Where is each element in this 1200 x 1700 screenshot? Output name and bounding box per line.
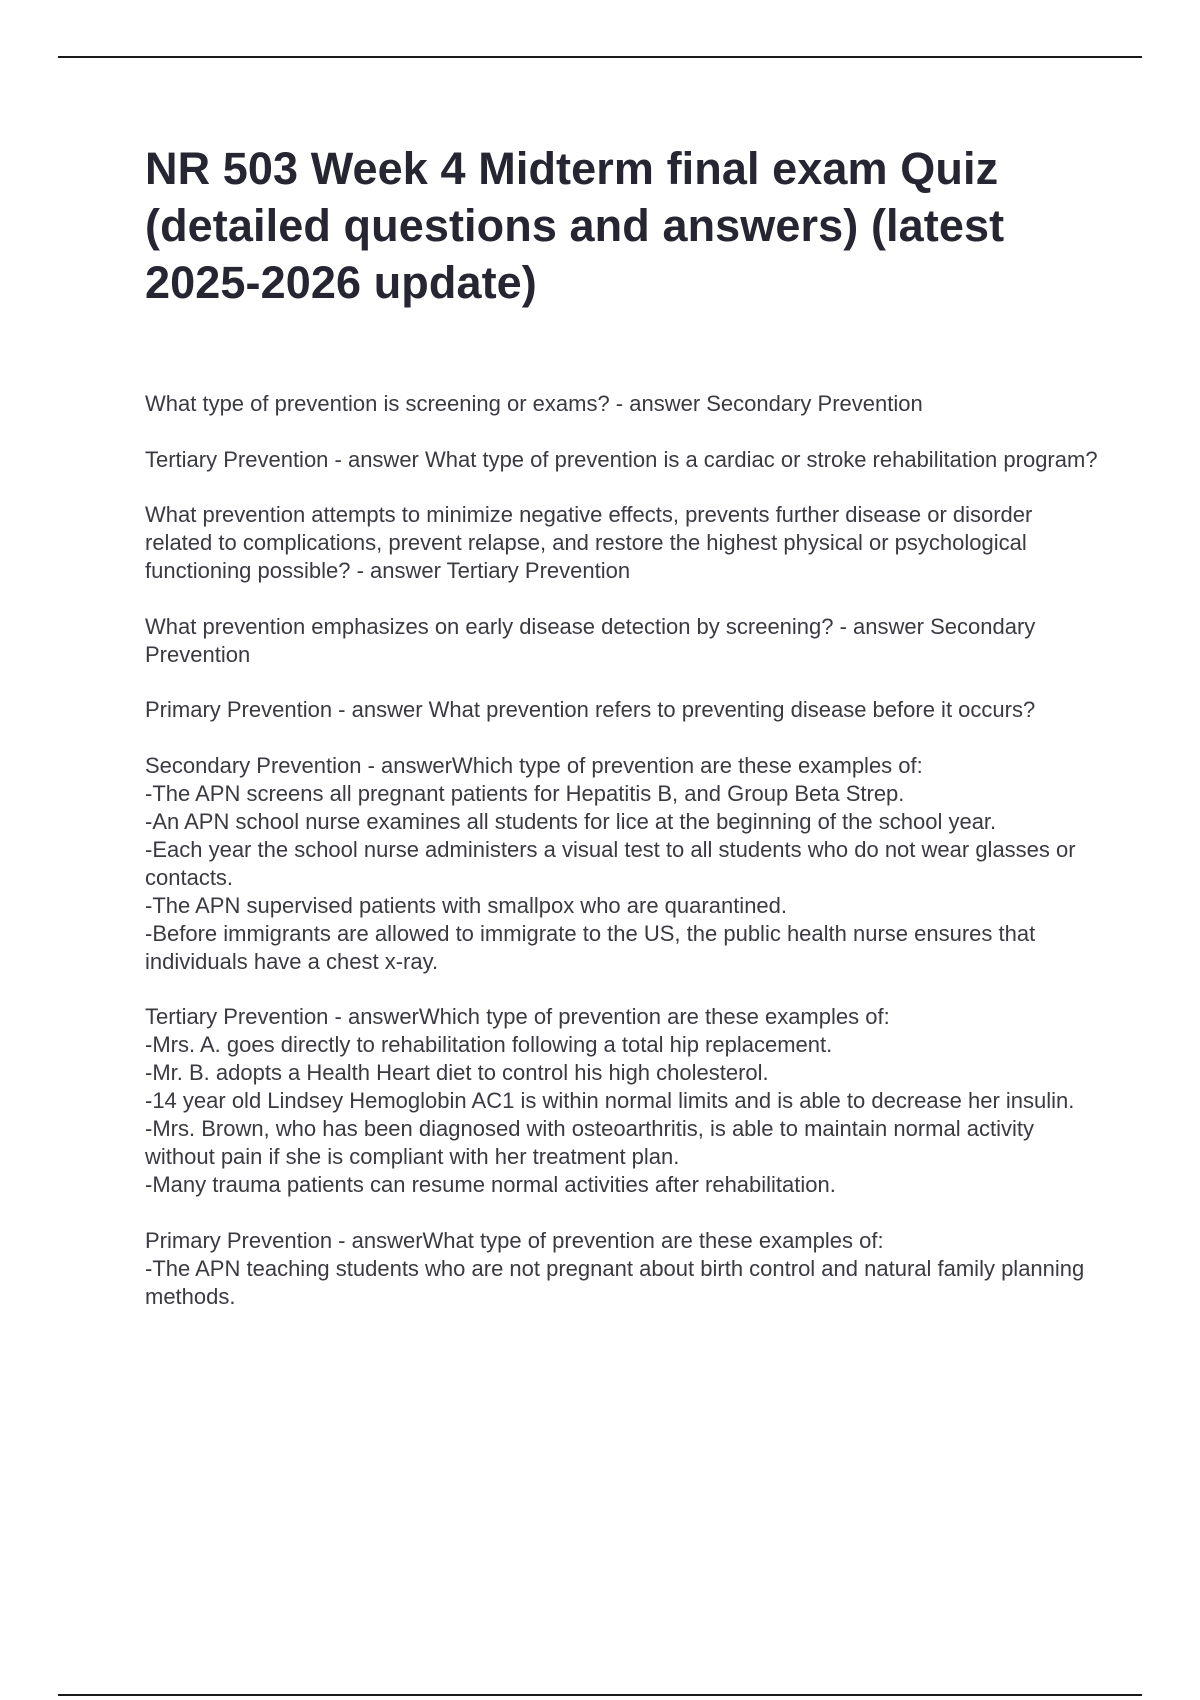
qa-line: What type of prevention is screening or exams? - answer Secondary Prevention <box>145 391 923 416</box>
qa-line: Primary Prevention - answer What prevention refers to preventing disease before it occurs? <box>145 697 1036 722</box>
qa-line: -Mrs. Brown, who has been diagnosed with osteoarthritis, is able to maintain normal activity without pain if she is compliant with her treatment plan. <box>145 1116 1034 1169</box>
qa-item <box>145 501 1100 585</box>
qa-line: -Before immigrants are allowed to immigrate to the US, the public health nurse ensures that individuals have a chest x-ray. <box>145 920 1036 974</box>
qa-line: Tertiary Prevention - answer What type of prevention is a cardiac or stroke rehabilitation program? <box>145 446 1098 472</box>
qa-item <box>145 696 1100 724</box>
document-title: NR 503 Week 4 Midterm final exam Quiz (detailed questions and answers) (latest 2025-2026 update) <box>145 143 1005 308</box>
qa-line: -Each year the school nurse administers a visual test to all students who do not wear glasses or contacts. <box>145 836 1076 890</box>
qa-line: -14 year old Lindsey Hemoglobin AC1 is within normal limits and is able to decrease her insulin. <box>145 1088 1075 1113</box>
bottom-divider <box>58 1694 1142 1696</box>
qa-item <box>145 613 1100 669</box>
qa-line: What prevention attempts to minimize negative effects, prevents further disease or disorder related to complications, prevent relapse, and restore the highest physical or psychological functioning possible? - answer Tertiary Prevention <box>145 502 1033 583</box>
qa-line: Secondary Prevention - answerWhich type of prevention are these examples of: <box>145 752 923 778</box>
qa-item <box>145 1227 1100 1311</box>
qa-line: -An APN school nurse examines all students for lice at the beginning of the school year. <box>145 808 997 834</box>
qa-item <box>145 446 1100 474</box>
top-divider <box>58 56 1142 58</box>
qa-item <box>145 390 1100 418</box>
qa-line: Tertiary Prevention - answerWhich type of prevention are these examples of: <box>145 1004 890 1029</box>
qa-item <box>145 752 1100 976</box>
qa-line: -The APN screens all pregnant patients for Hepatitis B, and Group Beta Strep. <box>145 780 905 806</box>
document-body <box>145 140 1100 1338</box>
qa-item <box>145 1003 1100 1199</box>
qa-line: What prevention emphasizes on early disease detection by screening? - answer Secondary Prevention <box>145 613 1036 667</box>
qa-line: -Mrs. A. goes directly to rehabilitation following a total hip replacement. <box>145 1032 833 1057</box>
qa-line: -Mr. B. adopts a Health Heart diet to control his high cholesterol. <box>145 1060 769 1085</box>
qa-line: -The APN supervised patients with smallpox who are quarantined. <box>145 892 788 918</box>
qa-list <box>145 390 1100 1311</box>
qa-line: -The APN teaching students who are not pregnant about birth control and natural family planning methods. <box>145 1255 1085 1309</box>
qa-line: Primary Prevention - answerWhat type of prevention are these examples of: <box>145 1227 884 1253</box>
qa-line: -Many trauma patients can resume normal activities after rehabilitation. <box>145 1172 836 1197</box>
